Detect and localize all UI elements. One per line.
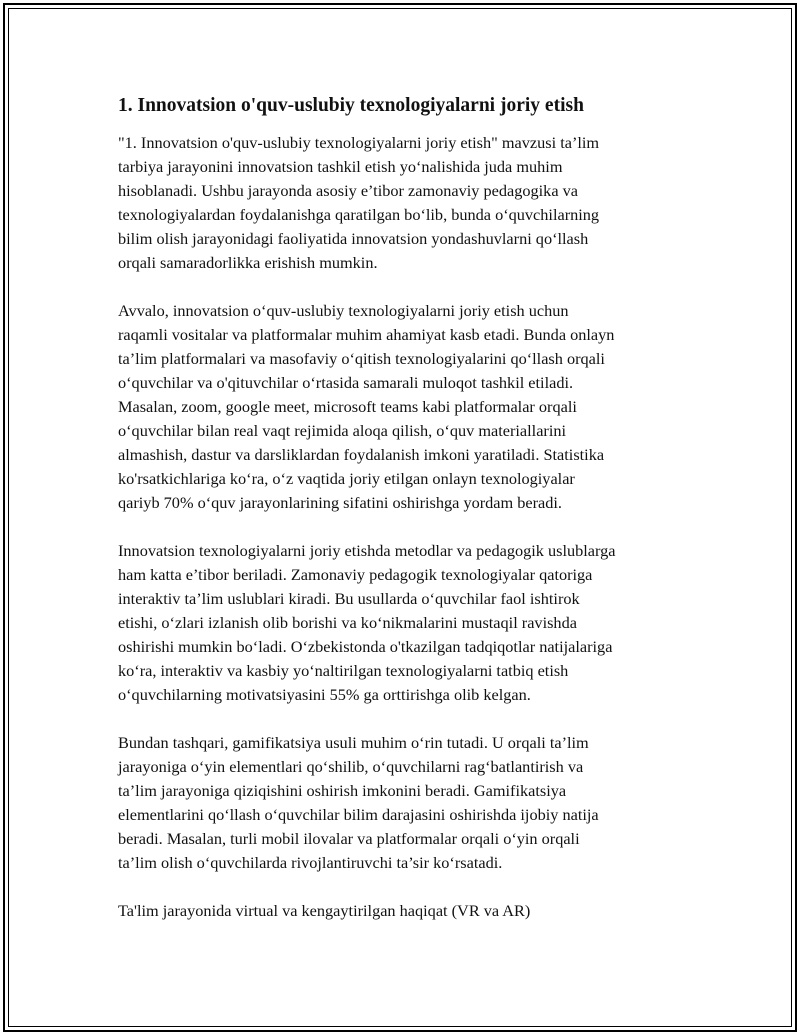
paragraph-line: Avvalo, innovatsion o‘quv-uslubiy texnologiyalarni joriy etish uchun — [118, 301, 569, 320]
paragraph-line: etishi, o‘zlari izlanish olib borishi va ko‘nikmalarini mustaqil ravishda — [118, 613, 577, 632]
paragraph-line: qariyb 70% o‘quv jarayonlarining sifatini oshirishga yordam beradi. — [118, 493, 563, 512]
paragraph-line: ko‘ra, interaktiv va kasbiy yo‘naltirilgan texnologiyalarni tatbiq etish — [118, 661, 569, 680]
paragraph-line: Innovatsion texnologiyalarni joriy etishda metodlar va pedagogik uslublarga — [118, 541, 616, 560]
paragraph-line: Ta'lim jarayonida virtual va kengaytirilgan haqiqat (VR va AR) — [118, 901, 531, 920]
paragraph-line: hisoblanadi. Ushbu jarayonda asosiy e’tibor zamonaviy pedagogika va — [118, 181, 578, 200]
paragraph-vr-ar — [118, 899, 698, 923]
paragraph-line: almashish, dastur va darsliklardan foydalanish imkoni yaratiladi. Statistika — [118, 445, 605, 464]
paragraph-line: ta’lim jarayoniga qiziqishini oshirish imkonini beradi. Gamifikatsiya — [118, 781, 567, 800]
paragraph-digital-tools — [118, 299, 698, 515]
paragraph-line: o‘quvchilar va o'qituvchilar o‘rtasida samarali muloqot tashkil etiladi. — [118, 373, 574, 392]
paragraph-line: jarayoniga o‘yin elementlari qo‘shilib, o‘quvchilarni rag‘batlantirish va — [118, 757, 584, 776]
paragraph-methods — [118, 539, 698, 707]
paragraph-line: o‘quvchilarning motivatsiyasini 55% ga orttirishga olib kelgan. — [118, 685, 531, 704]
paragraph-line: bilim olish jarayonidagi faoliyatida innovatsion yondashuvlarni qo‘llash — [118, 229, 589, 248]
paragraph-line: ko'rsatkichlariga ko‘ra, o‘z vaqtida joriy etilgan onlayn texnologiyalar — [118, 469, 575, 488]
paragraph-line: texnologiyalardan foydalanishga qaratilgan bo‘lib, bunda o‘quvchilarning — [118, 205, 600, 224]
paragraph-line: "1. Innovatsion o'quv-uslubiy texnologiyalarni joriy etish" mavzusi ta’lim — [118, 133, 600, 152]
paragraph-line: orqali samaradorlikka erishish mumkin. — [118, 253, 378, 272]
paragraph-line: beradi. Masalan, turli mobil ilovalar va platformalar orqali o‘yin orqali — [118, 829, 580, 848]
document-title: 1. Innovatsion o'quv-uslubiy texnologiyalarni joriy etish — [118, 95, 584, 116]
document-body — [118, 94, 698, 947]
paragraph-line: ham katta e’tibor beriladi. Zamonaviy pedagogik texnologiyalar qatoriga — [118, 565, 593, 584]
paragraph-line: o‘quvchilar bilan real vaqt rejimida aloqa qilish, o‘quv materiallarini — [118, 421, 567, 440]
paragraph-line: raqamli vositalar va platformalar muhim ahamiyat kasb etadi. Bunda onlayn — [118, 325, 615, 344]
paragraph-line: elementlarini qo‘llash o‘quvchilar bilim darajasini oshirishda ijobiy natija — [118, 805, 599, 824]
paragraph-line: Bundan tashqari, gamifikatsiya usuli muhim o‘rin tutadi. U orqali ta’lim — [118, 733, 589, 752]
paragraph-line: ta’lim platformalari va masofaviy o‘qitish texnologiyalarini qo‘llash orqali — [118, 349, 605, 368]
paragraph-intro — [118, 131, 698, 275]
paragraph-gamification — [118, 731, 698, 875]
paragraph-line: oshirishi mumkin bo‘ladi. O‘zbekistonda o'tkazilgan tadqiqotlar natijalariga — [118, 637, 613, 656]
paragraph-line: interaktiv ta’lim uslublari kiradi. Bu usullarda o‘quvchilar faol ishtirok — [118, 589, 580, 608]
paragraph-line: Masalan, zoom, google meet, microsoft teams kabi platformalar orqali — [118, 397, 577, 416]
paragraph-line: ta’lim olish o‘quvchilarda rivojlantiruvchi ta’sir ko‘rsatadi. — [118, 853, 503, 872]
paragraph-line: tarbiya jarayonini innovatsion tashkil etish yo‘nalishida juda muhim — [118, 157, 563, 176]
